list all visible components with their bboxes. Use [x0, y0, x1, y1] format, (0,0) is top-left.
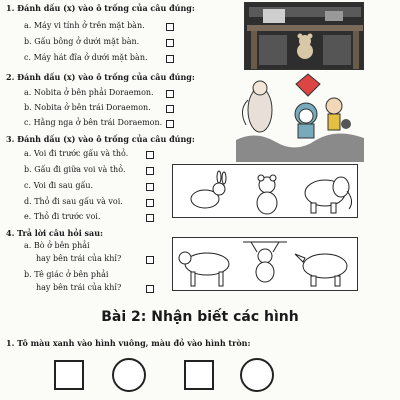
- q4-a-line2: hay bên trái của khỉ?: [36, 254, 122, 263]
- q3-checkbox-e[interactable]: [146, 214, 154, 222]
- cow-monkey-rhino-image: [172, 237, 358, 291]
- square-shape[interactable]: [184, 360, 214, 390]
- circle-shape[interactable]: [112, 358, 146, 392]
- doraemon-scene-drawing: [236, 70, 364, 162]
- q3-option-c: c. Voi đi sau gấu.: [24, 181, 94, 190]
- section2-q1-prompt: 1. Tô màu xanh vào hình vuông, màu đỏ vào hình tròn:: [6, 338, 251, 348]
- q1-checkbox-a[interactable]: [166, 23, 174, 31]
- q4-checkbox-a[interactable]: [146, 256, 154, 264]
- cow-monkey-rhino-drawing: [173, 238, 358, 291]
- animals-row-image: [172, 164, 358, 218]
- q1-option-c: c. Máy hát đĩa ở dưới mặt bàn.: [24, 53, 148, 62]
- q2-checkbox-c[interactable]: [166, 120, 174, 128]
- q3-checkbox-c[interactable]: [146, 183, 154, 191]
- desk-scene-image: [244, 2, 364, 70]
- animals-row-drawing: [173, 165, 358, 218]
- q2-prompt: 2. Đánh dấu (x) vào ô trống của câu đúng:: [6, 72, 195, 82]
- q1-checkbox-c[interactable]: [166, 55, 174, 63]
- q3-option-a: a. Voi đi trước gấu và thỏ.: [24, 149, 129, 158]
- section2-title: Bài 2: Nhận biết các hình: [101, 309, 299, 325]
- q2-option-c: c. Hằng nga ở bên trái Doraemon.: [24, 118, 163, 127]
- q4-checkbox-b[interactable]: [146, 285, 154, 293]
- q3-checkbox-d[interactable]: [146, 199, 154, 207]
- q2-option-a: a. Nobita ở bên phải Doraemon.: [24, 88, 154, 97]
- q3-prompt: 3. Đánh dấu (x) vào ô trống của câu đúng:: [6, 134, 195, 144]
- q1-option-b: b. Gấu bông ở dưới mặt bàn.: [24, 37, 140, 46]
- square-shape[interactable]: [54, 360, 84, 390]
- q3-checkbox-a[interactable]: [146, 151, 154, 159]
- q4-a-line1: a. Bò ở bên phải: [24, 241, 90, 250]
- q1-checkbox-b[interactable]: [166, 39, 174, 47]
- q3-option-e: e. Thỏ đi trước voi.: [24, 212, 101, 221]
- q3-checkbox-b[interactable]: [146, 167, 154, 175]
- q2-checkbox-b[interactable]: [166, 105, 174, 113]
- q4-b-line2: hay bên trái của khỉ?: [36, 283, 122, 292]
- q4-b-line1: b. Tê giác ở bên phải: [24, 270, 109, 279]
- q3-option-b: b. Gấu đi giữa voi và thỏ.: [24, 165, 126, 174]
- q4-prompt: 4. Trả lời câu hỏi sau:: [6, 228, 103, 238]
- q2-checkbox-a[interactable]: [166, 90, 174, 98]
- q2-option-b: b. Nobita ở bên trái Doraemon.: [24, 103, 151, 112]
- desk-scene-drawing: [245, 3, 364, 70]
- circle-shape[interactable]: [240, 358, 274, 392]
- q1-option-a: a. Máy vi tính ở trên mặt bàn.: [24, 21, 145, 30]
- q3-option-d: d. Thỏ đi sau gấu và voi.: [24, 197, 123, 206]
- q1-prompt: 1. Đánh dấu (x) vào ô trống của câu đúng:: [6, 3, 195, 13]
- doraemon-scene-image: [236, 70, 364, 162]
